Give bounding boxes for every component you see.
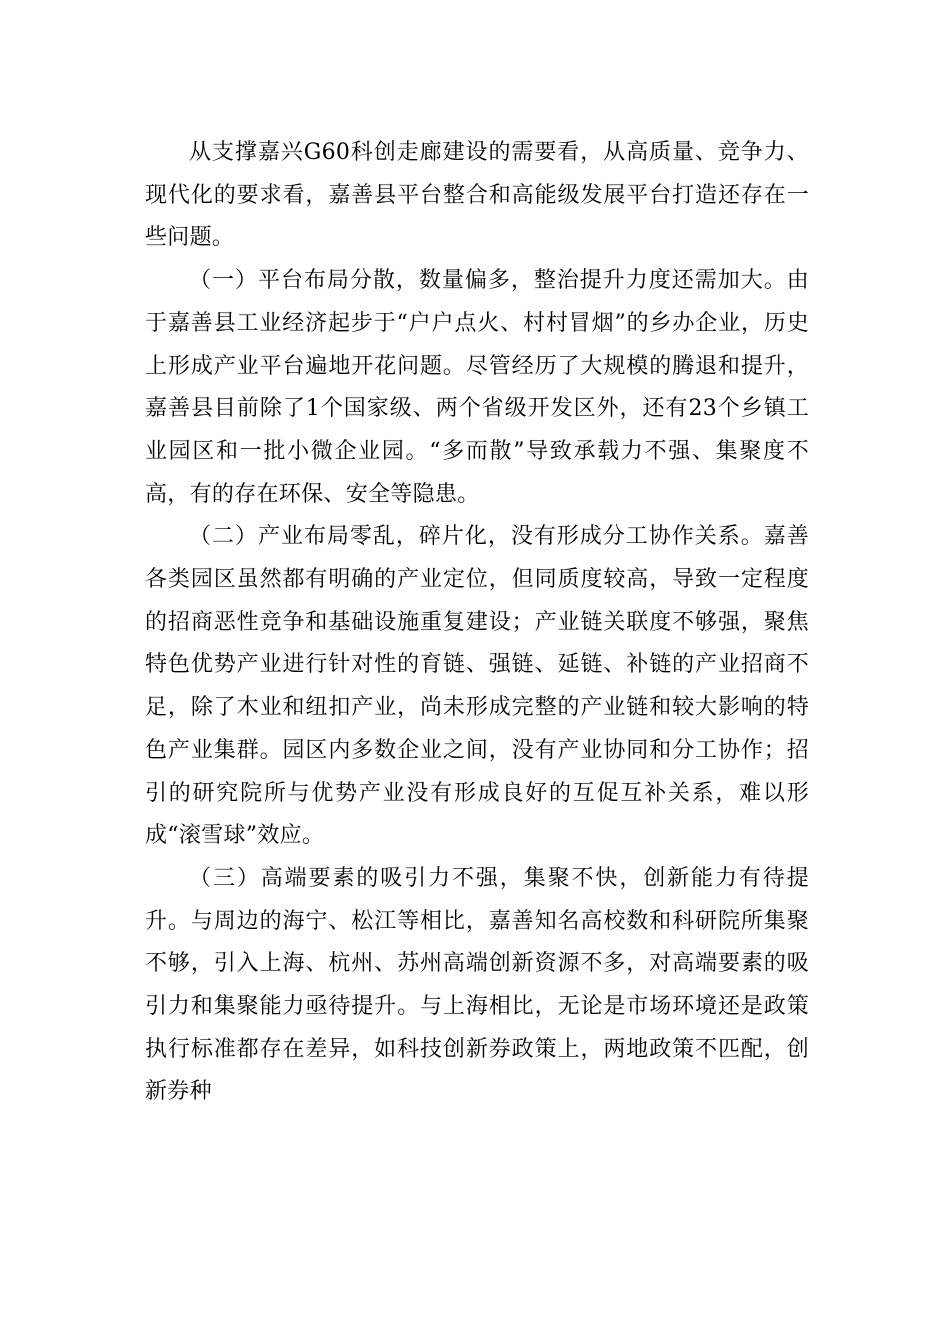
paragraph-section-1: （一）平台布局分散，数量偏多，整治提升力度还需加大。由于嘉善县工业经济起步于“户户点火、村村冒烟”的乡办企业，历史上形成产业平台遍地开花问题。尽管经历了大规模的腾退和提升，嘉善县目前除了1个国家级、两个省级开发区外，还有23个乡镇工业园区和一批小微企业园。“多而散”导致承载力不强、集聚度不高，有的存在环保、安全等隐患。 [145,268,809,507]
paragraph-intro: 从支撑嘉兴G60科创走廊建设的需要看，从高质量、竞争力、现代化的要求看，嘉善县平台整合和高能级发展平台打造还存在一些问题。 [145,140,809,251]
paragraph-section-3: （三）高端要素的吸引力不强，集聚不快，创新能力有待提升。与周边的海宁、松江等相比，嘉善知名高校数和科研院所集聚不够，引入上海、杭州、苏州高端创新资源不多，对高端要素的吸引力和集聚能力亟待提升。与上海相比，无论是市场环境还是政策执行标准都存在差异，如科技创新券政策上，两地政策不匹配，创新券种 [145,865,809,1105]
document-page [145,132,809,1114]
paragraph-section-2: （二）产业布局零乱，碎片化，没有形成分工协作关系。嘉善各类园区虽然都有明确的产业定位，但同质度较高，导致一定程度的招商恶性竞争和基础设施重复建设；产业链关联度不够强，聚焦特色优势产业进行针对性的育链、强链、延链、补链的产业招商不足，除了木业和纽扣产业，尚未形成完整的产业链和较大影响的特色产业集群。园区内多数企业之间，没有产业协同和分工协作；招引的研究院所与优势产业没有形成良好的互促互补关系，难以形成“滚雪球”效应。 [145,524,809,849]
